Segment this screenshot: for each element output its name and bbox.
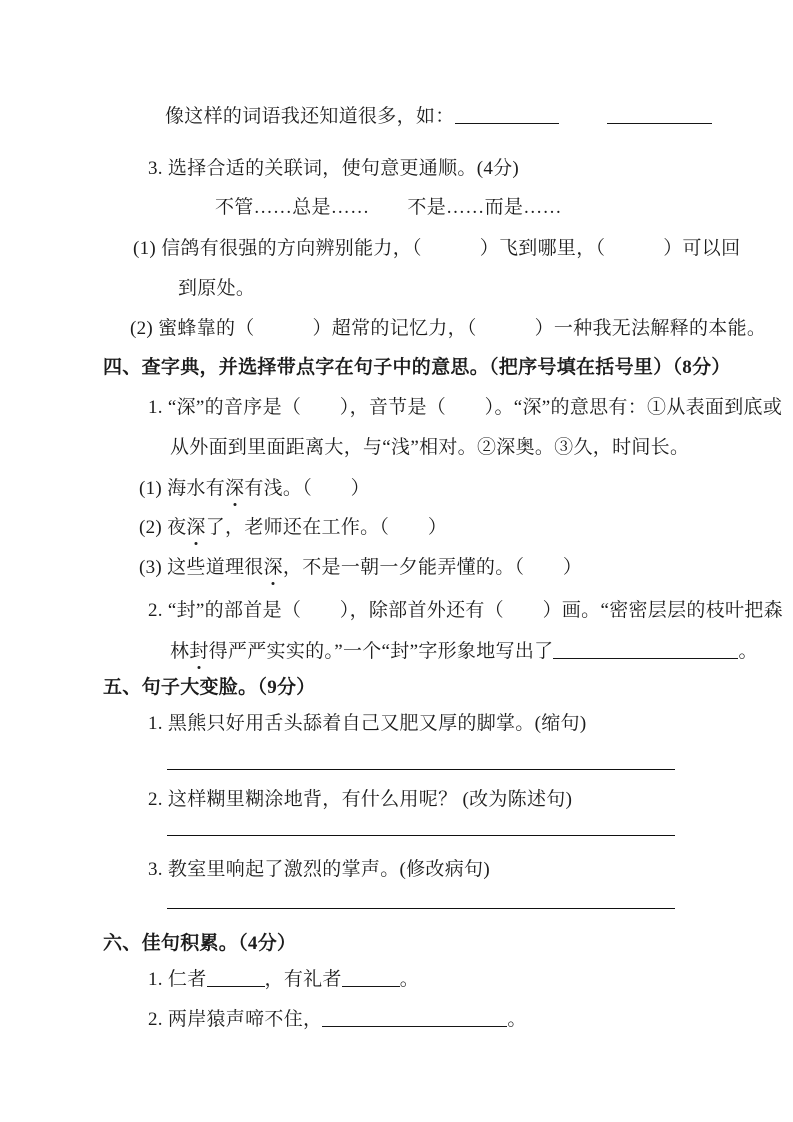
q3-heading-text: 3. 选择合适的关联词，使句意更通顺。(4分) [148, 158, 520, 179]
s4-q1-item1-post: 有浅。（ ） [244, 478, 370, 499]
s4-q2-dotted-char: 封 [189, 641, 209, 662]
section4-heading [103, 356, 731, 380]
s4-q1-item2-dotted-char: 深 [186, 517, 206, 538]
s5-q3-line [148, 858, 490, 882]
s4-q1-item2-post: 了，老师还在工作。（ ） [205, 517, 448, 538]
q3-heading [148, 157, 519, 181]
s4-q1-item2 [139, 516, 447, 540]
q3-item2-line [130, 317, 766, 341]
s6-q1-blank-2 [342, 969, 400, 987]
s4-q2-pre: 林 [170, 641, 190, 662]
s4-q1-item1-pre: (1) 海水有 [139, 478, 226, 499]
s5-q2-text: 2. 这样糊里糊涂地背，有什么用呢？ (改为陈述句) [148, 789, 573, 810]
section6-heading [103, 932, 296, 956]
s6-q1-line [148, 968, 419, 992]
q3-connective-a: 不管……总是…… [215, 197, 370, 218]
s4-q2-line1 [148, 599, 783, 623]
s4-q2-tail: 。 [738, 641, 758, 662]
q3-item1-line1 [133, 237, 740, 261]
q2-blank-1 [455, 106, 559, 124]
q2-example-line [165, 105, 712, 129]
s4-q1-item1 [139, 477, 370, 501]
s5-q3-answer-line [167, 908, 675, 909]
s6-q2-blank [322, 1009, 507, 1027]
s6-q2-tail: 。 [507, 1009, 527, 1030]
s6-q1-mid: ，有礼者 [264, 969, 342, 990]
s6-q1-pre: 1. 仁者 [148, 969, 207, 990]
s5-q1-text: 1. 黑熊只好用舌头舔着自己又肥又厚的脚掌。(缩句) [148, 713, 587, 734]
s5-q3-text: 3. 教室里响起了激烈的掌声。(修改病句) [148, 859, 490, 880]
s4-q1-item3-pre: (3) 这些道理很 [139, 557, 264, 578]
s4-q2-line2 [170, 640, 758, 664]
section5-heading-text: 五、句子大变脸。（9分） [103, 677, 316, 698]
q3-item1-text1: (1) 信鸽有很强的方向辨别能力，（ ）飞到哪里，（ ）可以回 [133, 238, 741, 259]
s4-q1-item3-post: ，不是一朝一夕能弄懂的。（ ） [282, 557, 583, 578]
s5-q2-answer-line [167, 835, 675, 836]
q2-example-text: 像这样的词语我还知道很多，如： [165, 106, 455, 127]
s5-q1-answer-line [167, 769, 675, 770]
q3-item2-text: (2) 蜜蜂靠的（ ）超常的记忆力，（ ）一种我无法解释的本能。 [130, 318, 767, 339]
s4-q1-line1 [148, 396, 782, 420]
s4-q1-item3 [139, 556, 582, 580]
s6-q1-blank-1 [207, 969, 265, 987]
q3-connectives [215, 196, 562, 220]
s4-q1-item3-dotted-char: 深 [263, 557, 283, 578]
s4-q1-item2-pre: (2) 夜 [139, 517, 187, 538]
section4-heading-text: 四、查字典，并选择带点字在句子中的意思。（把序号填在括号里）（8分） [103, 357, 731, 378]
s4-q2-text1: 2. “封”的部首是（ ），除部首外还有（ ）画。“密密层层的枝叶把森 [148, 600, 783, 621]
s4-q1-item1-dotted-char: 深 [225, 478, 245, 499]
s6-q2-pre: 2. 两岸猿声啼不住， [148, 1009, 323, 1030]
section5-heading [103, 676, 316, 700]
s4-q1-text1: 1. “深”的音序是（ ），音节是（ ）。“深”的意思有：①从表面到底或 [148, 397, 783, 418]
s4-q2-post: 得严严实实的。”一个“封”字形象地写出了 [208, 641, 554, 662]
s5-q2-line [148, 788, 572, 812]
s6-q1-tail: 。 [399, 969, 420, 990]
section6-heading-text: 六、佳句积累。（4分） [103, 933, 297, 954]
s5-q1-line [148, 712, 586, 736]
q3-connective-b: 不是……而是…… [407, 197, 562, 218]
s4-q1-text2: 从外面到里面距离大，与“浅”相对。②深奥。③久，时间长。 [170, 437, 690, 458]
s6-q2-line [148, 1008, 527, 1032]
s4-q1-line2 [170, 436, 689, 460]
q3-item1-text2: 到原处。 [178, 278, 256, 299]
s4-q2-blank [553, 641, 738, 659]
q2-blank-2 [607, 106, 712, 124]
q3-item1-line2 [178, 277, 255, 301]
